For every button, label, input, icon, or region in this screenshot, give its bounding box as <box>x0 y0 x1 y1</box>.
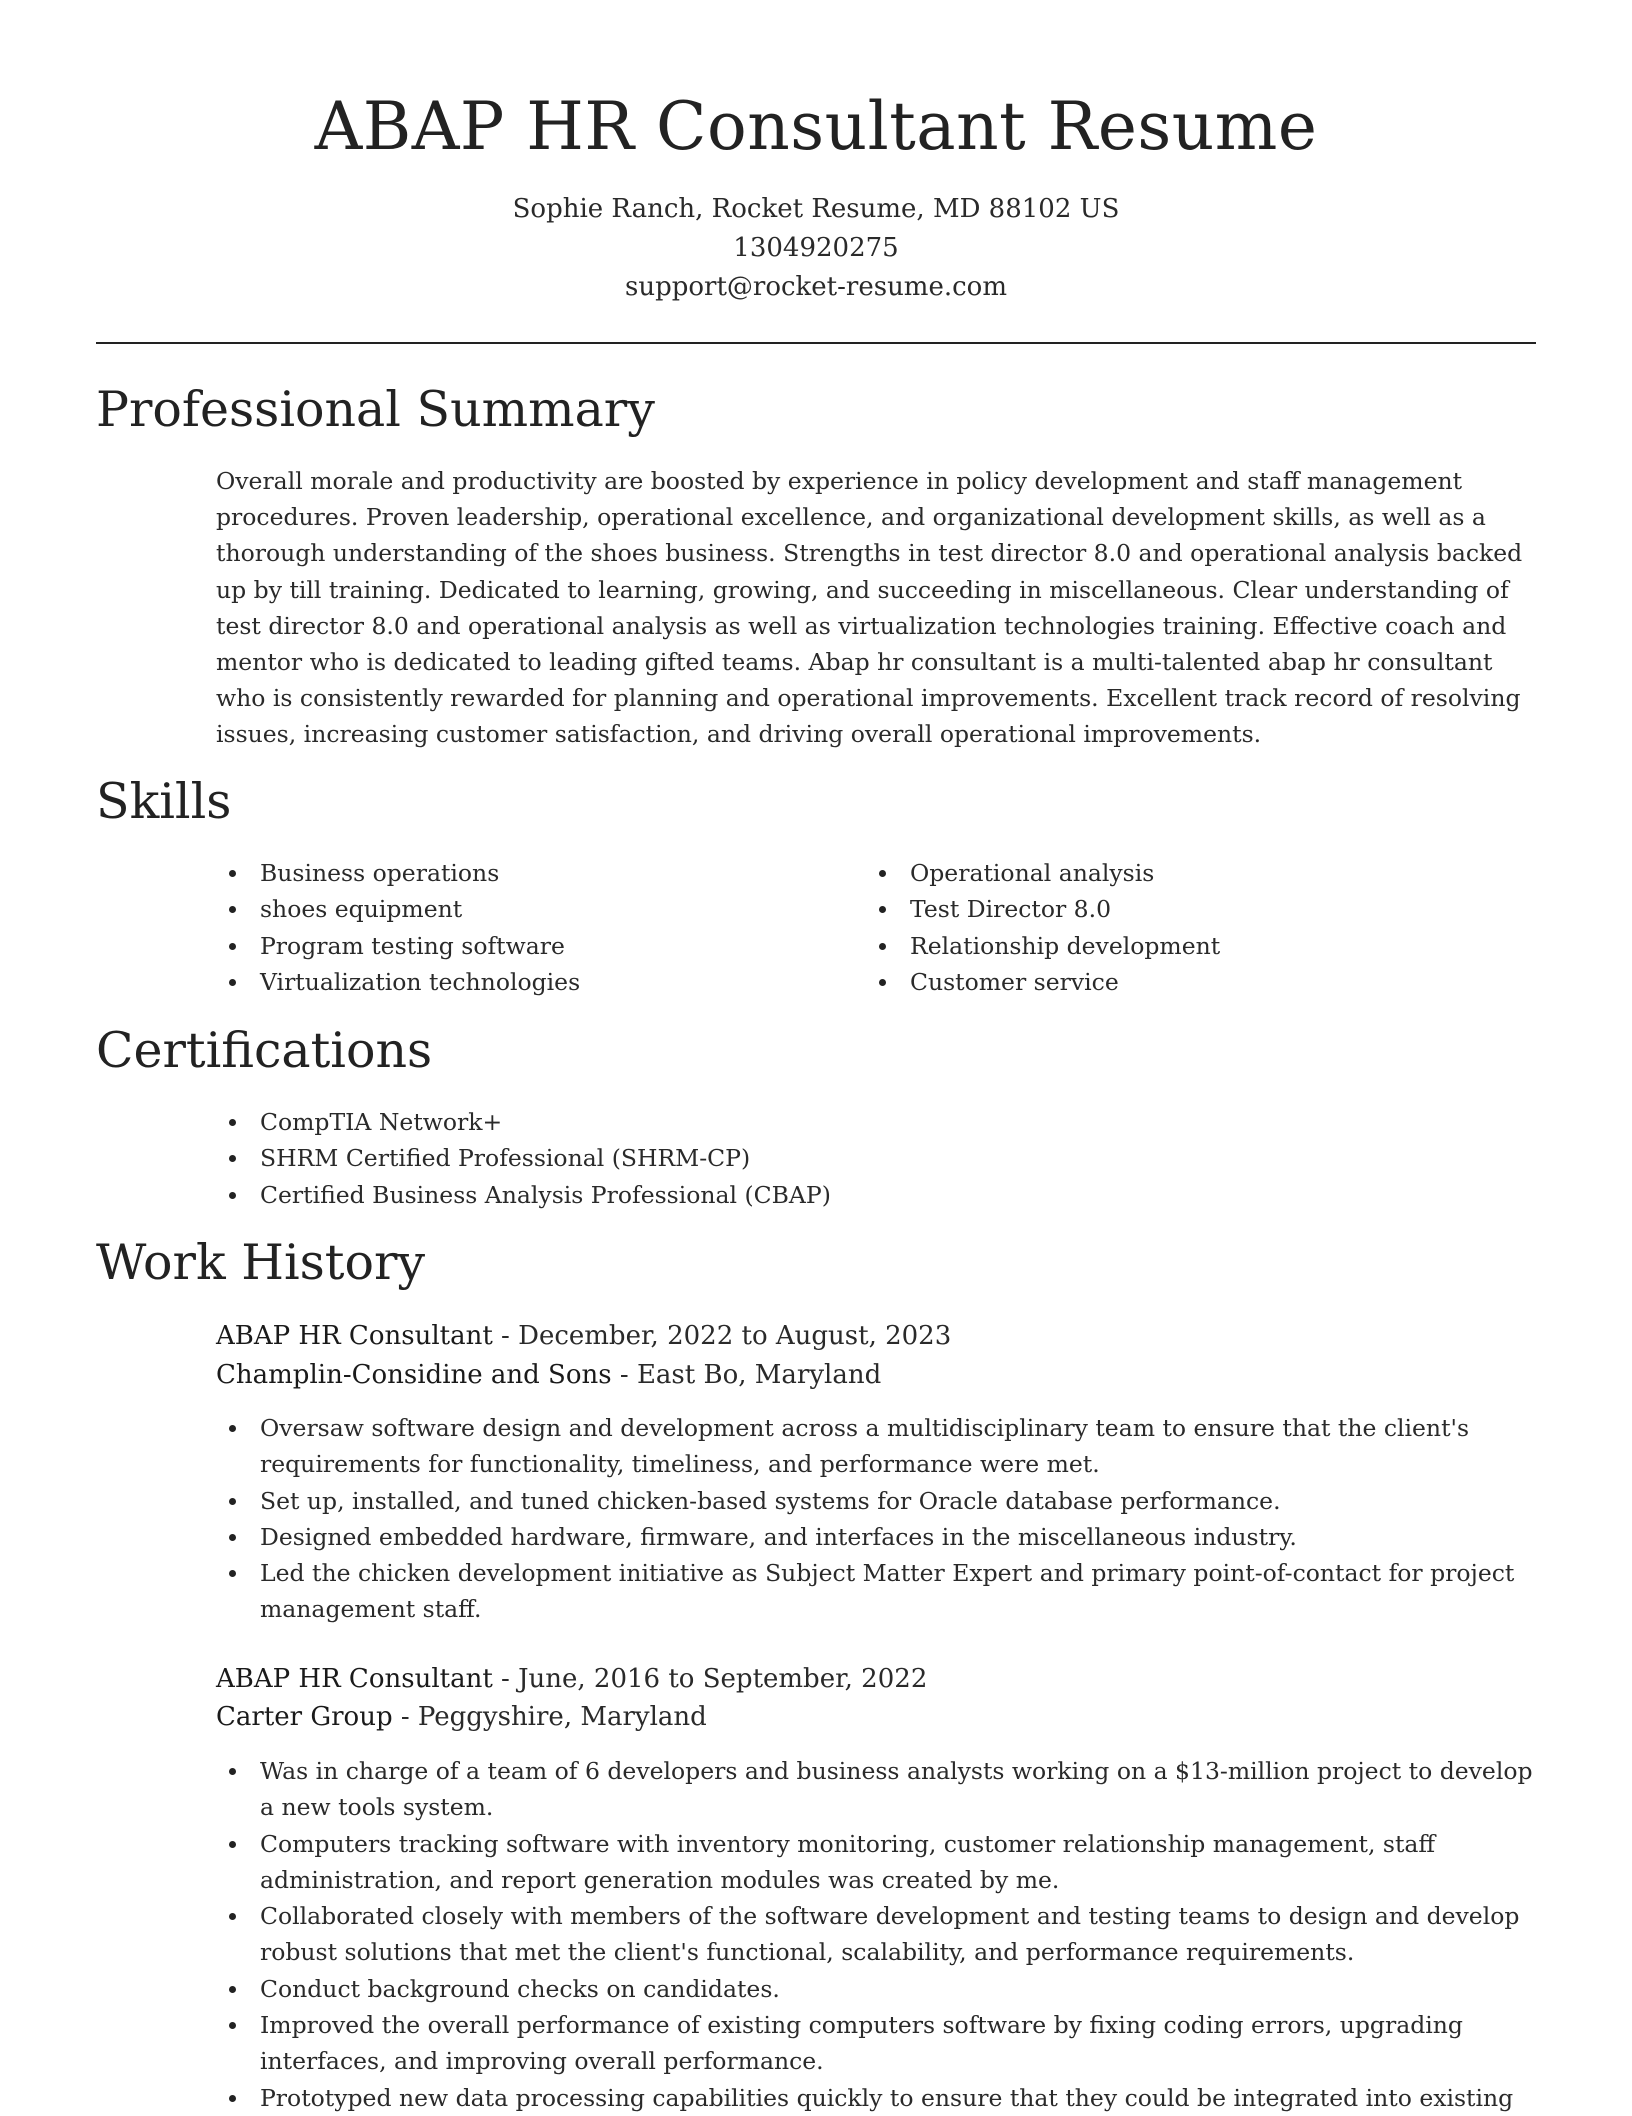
job-bullet: Led the chicken development initiative as Subject Matter Expert and primary point-of-contact for project management staff. <box>216 1555 1536 1628</box>
job-title-line <box>216 1317 951 1355</box>
job-dates: - December, 2022 to August, 2023 <box>492 1321 952 1351</box>
job-bullets <box>216 1410 1536 1628</box>
job-bullet: Improved the overall performance of existing computers software by fixing coding errors, upgrading interfaces, and improving overall performance. <box>216 2007 1536 2080</box>
skill-item: Test Director 8.0 <box>866 891 1486 927</box>
job-bullets <box>216 1753 1536 2116</box>
job-bullet: Collaborated closely with members of the software development and testing teams to design and develop robust solutions that met the client's functional, scalability, and performance requirements. <box>216 1898 1536 1971</box>
job-company-line <box>216 1356 881 1394</box>
job-title: ABAP HR Consultant <box>216 1321 493 1351</box>
work-history-heading: Work History <box>96 1234 426 1291</box>
skill-item: Program testing software <box>216 928 836 964</box>
skill-item: shoes equipment <box>216 891 836 927</box>
skill-item: Virtualization technologies <box>216 964 836 1000</box>
job-location: - Peggyshire, Maryland <box>392 1702 707 1732</box>
header-divider <box>96 342 1536 344</box>
job-company: Carter Group <box>216 1702 393 1732</box>
job-bullet: Oversaw software design and development across a multidisciplinary team to ensure that the client's requirements for functionality, timeliness, and performance were met. <box>216 1410 1536 1483</box>
job-title: ABAP HR Consultant <box>216 1664 493 1694</box>
certifications-heading: Certifications <box>96 1022 433 1079</box>
job-title-line <box>216 1660 927 1698</box>
skills-heading: Skills <box>96 773 232 830</box>
summary-text: Overall morale and productivity are boosted by experience in policy development and staff management procedures. Proven leadership, operational excellence, and organizational development skills, as well as a thorough understanding of the shoes business. Strengths in test director 8.0 and operational analysis backed up by till training. Dedicated to learning, growing, and succeeding in miscellaneous. Clear understanding of test director 8.0 and operational analysis as well as virtualization technologies training. Effective coach and mentor who is dedicated to leading gifted teams. Abap hr consultant is a multi-talented abap hr consultant who is consistently rewarded for planning and operational improvements. Excellent track record of resolving issues, increasing customer satisfaction, and driving overall operational improvements. <box>216 467 1523 749</box>
skill-item: Relationship development <box>866 928 1486 964</box>
skills-list-right <box>866 855 1486 1000</box>
certification-item: Certified Business Analysis Professional (CBAP) <box>216 1177 1116 1213</box>
skill-item: Customer service <box>866 964 1486 1000</box>
resume-page <box>96 0 1536 2112</box>
job-company-line <box>216 1698 707 1736</box>
job-location: - East Bo, Maryland <box>611 1360 882 1390</box>
resume-title: ABAP HR Consultant Resume <box>314 88 1318 165</box>
certification-item: CompTIA Network+ <box>216 1104 1116 1140</box>
job-bullet: Was in charge of a team of 6 developers and business analysts working on a $13-million project to develop a new tools system. <box>216 1753 1536 1826</box>
job-bullet: Set up, installed, and tuned chicken-based systems for Oracle database performance. <box>216 1483 1536 1519</box>
contact-phone: 1304920275 <box>733 233 899 263</box>
certification-item: SHRM Certified Professional (SHRM-CP) <box>216 1140 1116 1176</box>
contact-email: support@rocket-resume.com <box>624 272 1007 302</box>
job-bullet: Designed embedded hardware, firmware, and interfaces in the miscellaneous industry. <box>216 1519 1536 1555</box>
job-bullet: Computers tracking software with inventory monitoring, customer relationship management, staff administration, and report generation modules was created by me. <box>216 1826 1536 1899</box>
job-bullet: Conduct background checks on candidates. <box>216 1971 1536 2007</box>
contact-block <box>96 190 1536 307</box>
summary-heading: Professional Summary <box>96 381 655 438</box>
job-company: Champlin-Considine and Sons <box>216 1360 612 1390</box>
certifications-list <box>216 1104 1116 1213</box>
skill-item: Operational analysis <box>866 855 1486 891</box>
job-bullet: Prototyped new data processing capabilities quickly to ensure that they could be integrated into existing <box>216 2080 1536 2116</box>
job-dates: - June, 2016 to September, 2022 <box>492 1664 928 1694</box>
skills-list-left <box>216 855 836 1000</box>
skill-item: Business operations <box>216 855 836 891</box>
contact-address: Sophie Ranch, Rocket Resume, MD 88102 US <box>512 194 1120 224</box>
